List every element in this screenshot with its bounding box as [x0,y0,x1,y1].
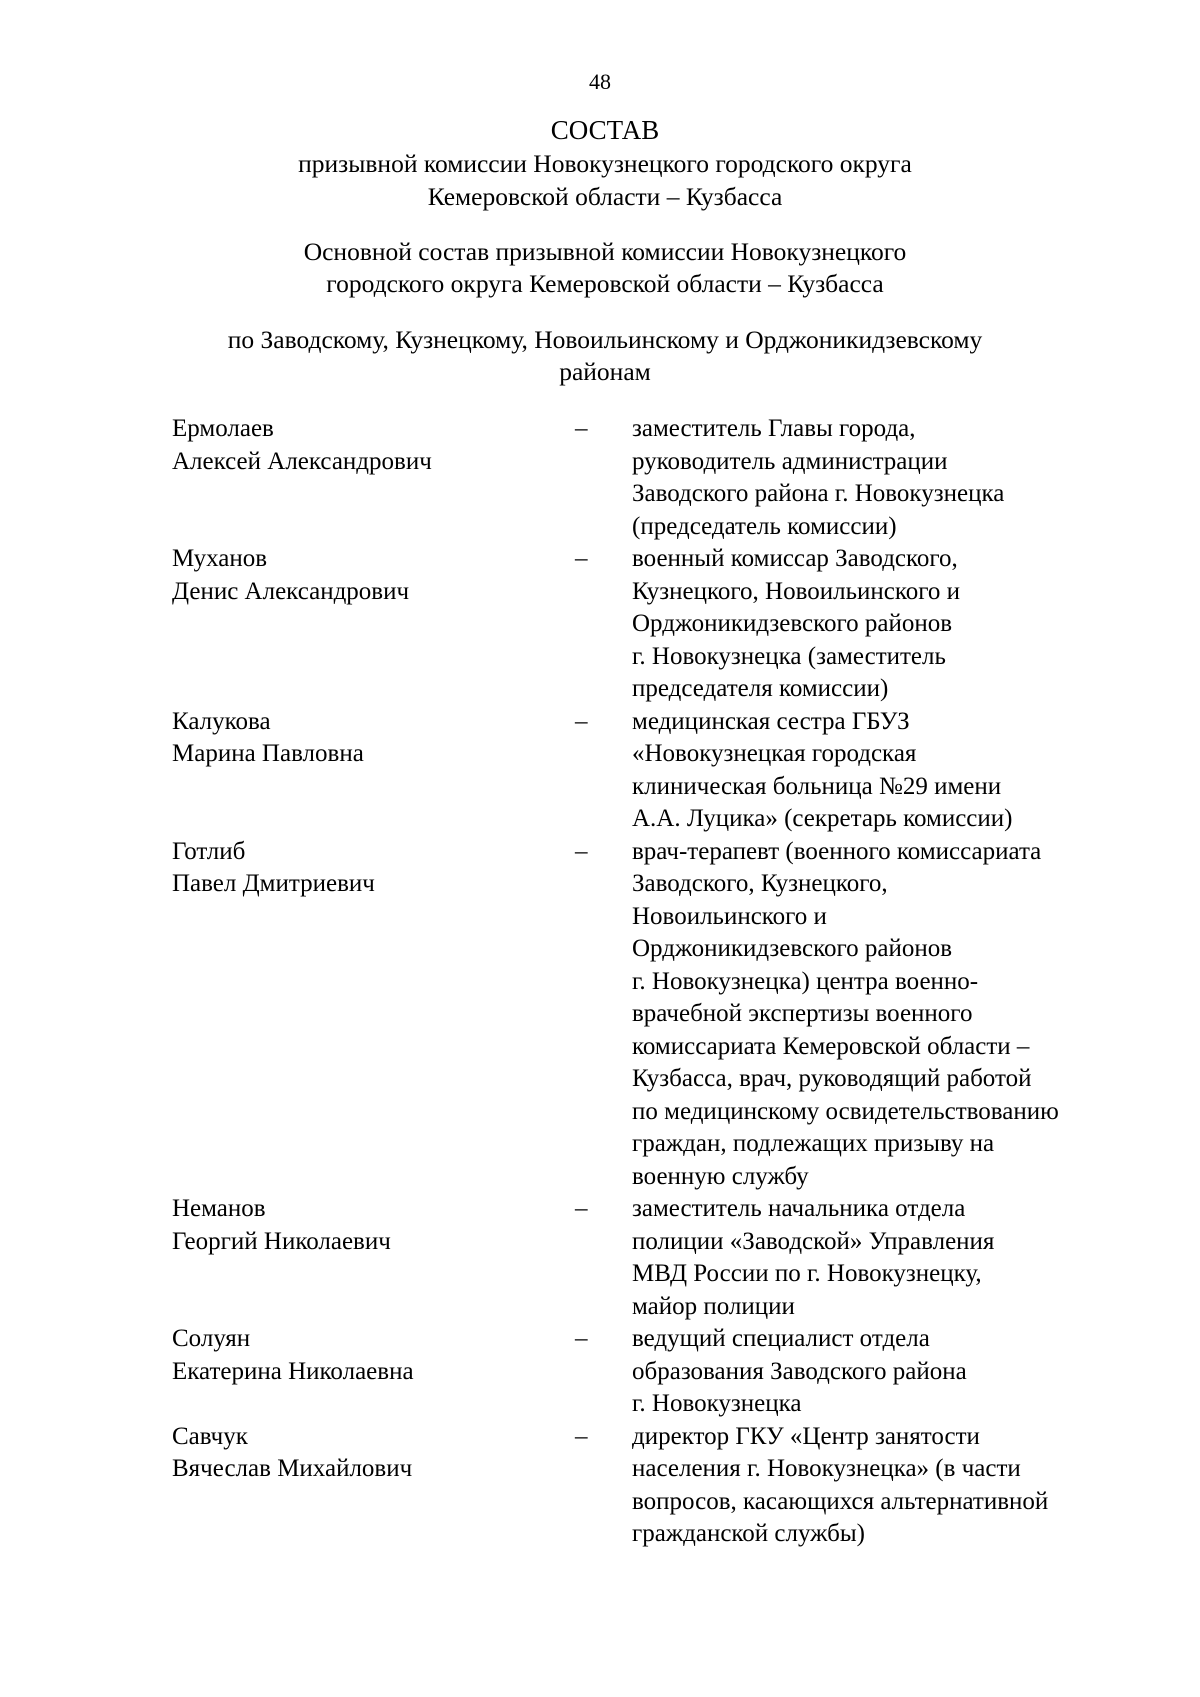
page-number: 48 [589,69,611,94]
member-role-line: комиссариата Кемеровской области – [632,1032,1030,1060]
member-dash: – [575,415,588,442]
title-line-2: призывной комиссии Новокузнецкого городского округа [298,149,912,178]
title-main: СОСТАВ [550,115,660,145]
member-role-line: по медицинскому освидетельствованию [632,1097,1059,1125]
member-surname: Калукова [172,707,271,735]
member-given-names: Алексей Александрович [172,447,432,475]
member-role-line: населения г. Новокузнецка» (в части [632,1455,1021,1482]
member-role-line: медицинская сестра ГБУЗ [632,707,910,735]
member-entry [172,1421,1132,1551]
member-name [172,706,567,771]
section-heading [150,236,1060,300]
member-role-line: (председатель комиссии) [632,512,897,540]
member-role [615,413,1132,543]
member-role-line: председателя комиссии) [632,675,889,702]
member-role-line: Заводского района г. Новокузнецка [632,480,1005,507]
member-role-line: Новоильинского и [632,902,827,930]
member-dash: – [575,1325,588,1352]
section-line-1: Основной состав призывной комиссии Новокузнецкого [303,237,907,266]
member-role-line: г. Новокузнецка [632,1390,802,1417]
member-entry [172,1323,1132,1421]
member-role-line: г. Новокузнецка) центра военно- [632,967,979,995]
member-surname: Муханов [172,545,268,572]
member-entry [172,413,1132,543]
member-dash: – [575,1422,588,1450]
member-role-line: МВД России по г. Новокузнецку, [632,1260,982,1287]
member-role-line: клиническая больница №29 имени [632,772,1002,800]
member-role [615,836,1132,1194]
member-given-names: Денис Александрович [172,577,410,605]
member-surname: Савчук [172,1422,248,1450]
member-entry [172,706,1132,836]
member-dash: – [575,837,588,865]
member-role-line: Заводского, Кузнецкого, [632,870,888,897]
districts-line-2: районам [559,357,651,386]
member-role-line: Кузбасса, врач, руководящий работой [632,1065,1032,1092]
member-role-line: полиции «Заводской» Управления [632,1227,995,1255]
title-line-3: Кемеровской области – Кузбасса [427,182,783,211]
member-entry [172,836,1132,1194]
member-role [615,1421,1132,1551]
member-name [172,413,567,478]
member-entry [172,543,1132,706]
member-dash: – [575,707,588,735]
member-role-line: образования Заводского района [632,1357,967,1385]
member-name [172,1323,567,1388]
member-given-names: Георгий Николаевич [172,1227,391,1255]
member-role-line: Орджоникидзевского районов [632,935,953,962]
member-dash: – [575,1195,588,1222]
member-dash: – [575,545,588,572]
member-role-line: «Новокузнецкая городская [632,740,917,767]
member-name [172,1193,567,1258]
member-entry [172,1193,1132,1323]
member-role-line: руководитель администрации [632,447,948,475]
member-name [172,543,567,608]
member-role-line: вопросов, касающихся альтернативной [632,1487,1049,1515]
section-line-2: городского округа Кемеровской области – Кузбасса [326,269,884,298]
member-role-line: А.А. Луцика» (секретарь комиссии) [632,805,1013,832]
member-role-line: заместитель Главы города, [632,415,916,442]
member-role-line: Орджоникидзевского районов [632,610,953,637]
member-role-line: директор ГКУ «Центр занятости [632,1422,980,1450]
member-role-line: ведущий специалист отдела [632,1325,930,1352]
document-title [150,113,1060,213]
member-role-line: военную службу [632,1162,809,1190]
member-name [172,1421,567,1486]
member-role-line: граждан, подлежащих призыву на [632,1130,995,1157]
member-surname: Ермолаев [172,415,274,442]
member-role [615,706,1132,836]
member-role [615,543,1132,706]
member-role-line: заместитель начальника отдела [632,1195,966,1222]
member-list [172,413,1132,1551]
member-given-names: Екатерина Николаевна [172,1357,414,1385]
member-surname: Солуян [172,1325,251,1352]
member-role-line: гражданской службы) [632,1520,865,1547]
member-surname: Готлиб [172,837,246,865]
districts-line-1: по Заводскому, Кузнецкому, Новоильинскому и Орджоникидзевскому [227,325,983,354]
member-role [615,1193,1132,1323]
member-name [172,836,567,901]
member-role-line: Кузнецкого, Новоильинского и [632,577,960,605]
member-given-names: Павел Дмитриевич [172,870,375,897]
member-given-names: Марина Павловна [172,740,364,767]
member-role-line: врачебной экспертизы военного [632,1000,973,1027]
member-surname: Неманов [172,1195,266,1222]
member-role-line: майор полиции [632,1292,795,1320]
member-role [615,1323,1132,1421]
member-role-line: военный комиссар Заводского, [632,545,958,572]
member-role-line: врач-терапевт (военного комиссариата [632,837,1042,865]
districts-heading [150,324,1060,388]
member-given-names: Вячеслав Михайлович [172,1455,413,1482]
member-role-line: г. Новокузнецка (заместитель [632,642,946,670]
